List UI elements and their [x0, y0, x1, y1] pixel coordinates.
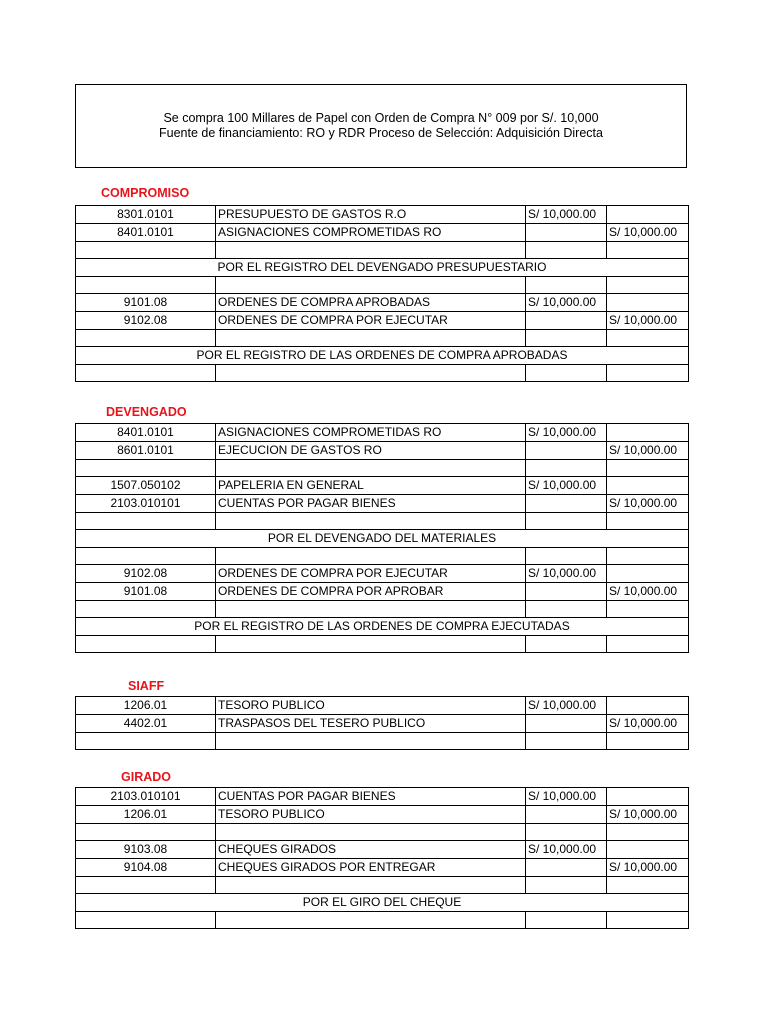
- ledger-table-siaff: [75, 696, 689, 750]
- account-name-cell: EJECUCION DE GASTOS RO: [216, 442, 526, 460]
- empty-cell: [216, 636, 526, 653]
- entry-row: [76, 788, 689, 806]
- empty-cell: [526, 733, 607, 750]
- blank-row: [76, 513, 689, 530]
- entry-row: [76, 715, 689, 733]
- debit-cell: [526, 495, 607, 513]
- account-code-cell: 4402.01: [76, 715, 216, 733]
- account-name-cell: TESORO PUBLICO: [216, 806, 526, 824]
- entry-row: [76, 859, 689, 877]
- account-code-cell: 9101.08: [76, 294, 216, 312]
- credit-cell: [607, 294, 689, 312]
- ledger-table-girado: [75, 787, 689, 929]
- blank-row: [76, 877, 689, 894]
- empty-cell: [607, 242, 689, 259]
- account-code-cell: 9102.08: [76, 312, 216, 330]
- empty-cell: [76, 877, 216, 894]
- empty-cell: [526, 824, 607, 841]
- section-label-siaff: SIAFF: [128, 679, 165, 693]
- empty-cell: [526, 636, 607, 653]
- empty-cell: [216, 548, 526, 565]
- header-line-2: Fuente de financiamiento: RO y RDR Proceso de Selección: Adquisición Directa: [159, 126, 603, 140]
- debit-cell: S/ 10,000.00: [526, 565, 607, 583]
- section-label-devengado: DEVENGADO: [106, 405, 187, 419]
- account-code-cell: 2103.010101: [76, 788, 216, 806]
- account-code-cell: 1206.01: [76, 806, 216, 824]
- empty-cell: [526, 330, 607, 347]
- account-code-cell: 8601.0101: [76, 442, 216, 460]
- blank-row: [76, 548, 689, 565]
- account-name-cell: ASIGNACIONES COMPROMETIDAS RO: [216, 424, 526, 442]
- blank-row: [76, 277, 689, 294]
- credit-cell: S/ 10,000.00: [607, 442, 689, 460]
- credit-cell: [607, 424, 689, 442]
- empty-cell: [607, 548, 689, 565]
- account-name-cell: ORDENES DE COMPRA POR EJECUTAR: [216, 312, 526, 330]
- empty-cell: [607, 330, 689, 347]
- empty-cell: [607, 277, 689, 294]
- entry-row: [76, 312, 689, 330]
- ledger-table-devengado: [75, 423, 689, 653]
- debit-cell: S/ 10,000.00: [526, 788, 607, 806]
- header-box: [75, 84, 687, 168]
- debit-cell: [526, 806, 607, 824]
- blank-row: [76, 242, 689, 259]
- empty-cell: [607, 733, 689, 750]
- empty-cell: [526, 877, 607, 894]
- account-name-cell: ORDENES DE COMPRA POR APROBAR: [216, 583, 526, 601]
- credit-cell: [607, 565, 689, 583]
- empty-cell: [76, 330, 216, 347]
- empty-cell: [216, 601, 526, 618]
- account-name-cell: PRESUPUESTO DE GASTOS R.O: [216, 206, 526, 224]
- caption-cell: POR EL REGISTRO DE LAS ORDENES DE COMPRA APROBADAS: [76, 347, 689, 365]
- debit-cell: [526, 715, 607, 733]
- credit-cell: S/ 10,000.00: [607, 583, 689, 601]
- empty-cell: [76, 365, 216, 382]
- empty-cell: [607, 513, 689, 530]
- account-code-cell: 9101.08: [76, 583, 216, 601]
- empty-cell: [526, 460, 607, 477]
- section-label-girado: GIRADO: [121, 770, 171, 784]
- caption-cell: POR EL GIRO DEL CHEQUE: [76, 894, 689, 912]
- empty-cell: [607, 460, 689, 477]
- entry-row: [76, 697, 689, 715]
- account-code-cell: 9102.08: [76, 565, 216, 583]
- empty-cell: [526, 277, 607, 294]
- account-code-cell: 8401.0101: [76, 224, 216, 242]
- blank-row: [76, 601, 689, 618]
- entry-row: [76, 583, 689, 601]
- empty-cell: [76, 636, 216, 653]
- empty-cell: [607, 636, 689, 653]
- account-name-cell: CUENTAS POR PAGAR BIENES: [216, 495, 526, 513]
- debit-cell: S/ 10,000.00: [526, 294, 607, 312]
- account-code-cell: 8401.0101: [76, 424, 216, 442]
- empty-cell: [607, 912, 689, 929]
- empty-cell: [216, 460, 526, 477]
- credit-cell: S/ 10,000.00: [607, 312, 689, 330]
- caption-row: [76, 894, 689, 912]
- blank-row: [76, 330, 689, 347]
- account-code-cell: 9104.08: [76, 859, 216, 877]
- account-name-cell: CUENTAS POR PAGAR BIENES: [216, 788, 526, 806]
- entry-row: [76, 442, 689, 460]
- empty-cell: [216, 365, 526, 382]
- entry-row: [76, 806, 689, 824]
- empty-cell: [76, 912, 216, 929]
- empty-cell: [216, 733, 526, 750]
- account-name-cell: TESORO PUBLICO: [216, 697, 526, 715]
- account-code-cell: 2103.010101: [76, 495, 216, 513]
- entry-row: [76, 424, 689, 442]
- entry-row: [76, 206, 689, 224]
- empty-cell: [607, 877, 689, 894]
- empty-cell: [76, 460, 216, 477]
- credit-cell: [607, 788, 689, 806]
- empty-cell: [76, 242, 216, 259]
- caption-row: [76, 259, 689, 277]
- debit-cell: [526, 583, 607, 601]
- entry-row: [76, 224, 689, 242]
- ledger-table-compromiso: [75, 205, 689, 382]
- credit-cell: [607, 477, 689, 495]
- account-name-cell: ORDENES DE COMPRA POR EJECUTAR: [216, 565, 526, 583]
- empty-cell: [216, 242, 526, 259]
- empty-cell: [76, 548, 216, 565]
- empty-cell: [216, 330, 526, 347]
- caption-row: [76, 530, 689, 548]
- empty-cell: [76, 733, 216, 750]
- blank-row: [76, 912, 689, 929]
- debit-cell: S/ 10,000.00: [526, 424, 607, 442]
- credit-cell: S/ 10,000.00: [607, 495, 689, 513]
- debit-cell: S/ 10,000.00: [526, 477, 607, 495]
- account-name-cell: PAPELERIA EN GENERAL: [216, 477, 526, 495]
- account-code-cell: 8301.0101: [76, 206, 216, 224]
- empty-cell: [526, 365, 607, 382]
- caption-cell: POR EL DEVENGADO DEL MATERIALES: [76, 530, 689, 548]
- empty-cell: [216, 513, 526, 530]
- credit-cell: S/ 10,000.00: [607, 224, 689, 242]
- caption-cell: POR EL REGISTRO DEL DEVENGADO PRESUPUESTARIO: [76, 259, 689, 277]
- blank-row: [76, 636, 689, 653]
- account-code-cell: 9103.08: [76, 841, 216, 859]
- entry-row: [76, 495, 689, 513]
- empty-cell: [526, 513, 607, 530]
- caption-cell: POR EL REGISTRO DE LAS ORDENES DE COMPRA EJECUTADAS: [76, 618, 689, 636]
- debit-cell: S/ 10,000.00: [526, 206, 607, 224]
- debit-cell: [526, 859, 607, 877]
- empty-cell: [76, 824, 216, 841]
- account-name-cell: CHEQUES GIRADOS: [216, 841, 526, 859]
- empty-cell: [216, 912, 526, 929]
- debit-cell: [526, 224, 607, 242]
- blank-row: [76, 365, 689, 382]
- entry-row: [76, 477, 689, 495]
- entry-row: [76, 294, 689, 312]
- header-line-1: Se compra 100 Millares de Papel con Orden de Compra N° 009 por S/. 10,000: [163, 111, 599, 125]
- empty-cell: [607, 365, 689, 382]
- empty-cell: [76, 601, 216, 618]
- empty-cell: [526, 548, 607, 565]
- blank-row: [76, 824, 689, 841]
- account-name-cell: TRASPASOS DEL TESERO PUBLICO: [216, 715, 526, 733]
- empty-cell: [526, 912, 607, 929]
- section-label-compromiso: COMPROMISO: [101, 186, 190, 200]
- debit-cell: [526, 442, 607, 460]
- account-code-cell: 1507.050102: [76, 477, 216, 495]
- empty-cell: [607, 824, 689, 841]
- blank-row: [76, 460, 689, 477]
- debit-cell: S/ 10,000.00: [526, 841, 607, 859]
- empty-cell: [526, 242, 607, 259]
- credit-cell: [607, 206, 689, 224]
- account-name-cell: CHEQUES GIRADOS POR ENTREGAR: [216, 859, 526, 877]
- empty-cell: [76, 277, 216, 294]
- credit-cell: S/ 10,000.00: [607, 715, 689, 733]
- caption-row: [76, 618, 689, 636]
- entry-row: [76, 565, 689, 583]
- empty-cell: [216, 824, 526, 841]
- credit-cell: S/ 10,000.00: [607, 806, 689, 824]
- account-name-cell: ORDENES DE COMPRA APROBADAS: [216, 294, 526, 312]
- debit-cell: [526, 312, 607, 330]
- credit-cell: [607, 841, 689, 859]
- credit-cell: S/ 10,000.00: [607, 859, 689, 877]
- account-code-cell: 1206.01: [76, 697, 216, 715]
- empty-cell: [216, 877, 526, 894]
- caption-row: [76, 347, 689, 365]
- entry-row: [76, 841, 689, 859]
- debit-cell: S/ 10,000.00: [526, 697, 607, 715]
- credit-cell: [607, 697, 689, 715]
- account-name-cell: ASIGNACIONES COMPROMETIDAS RO: [216, 224, 526, 242]
- empty-cell: [216, 277, 526, 294]
- blank-row: [76, 733, 689, 750]
- empty-cell: [526, 601, 607, 618]
- empty-cell: [76, 513, 216, 530]
- empty-cell: [607, 601, 689, 618]
